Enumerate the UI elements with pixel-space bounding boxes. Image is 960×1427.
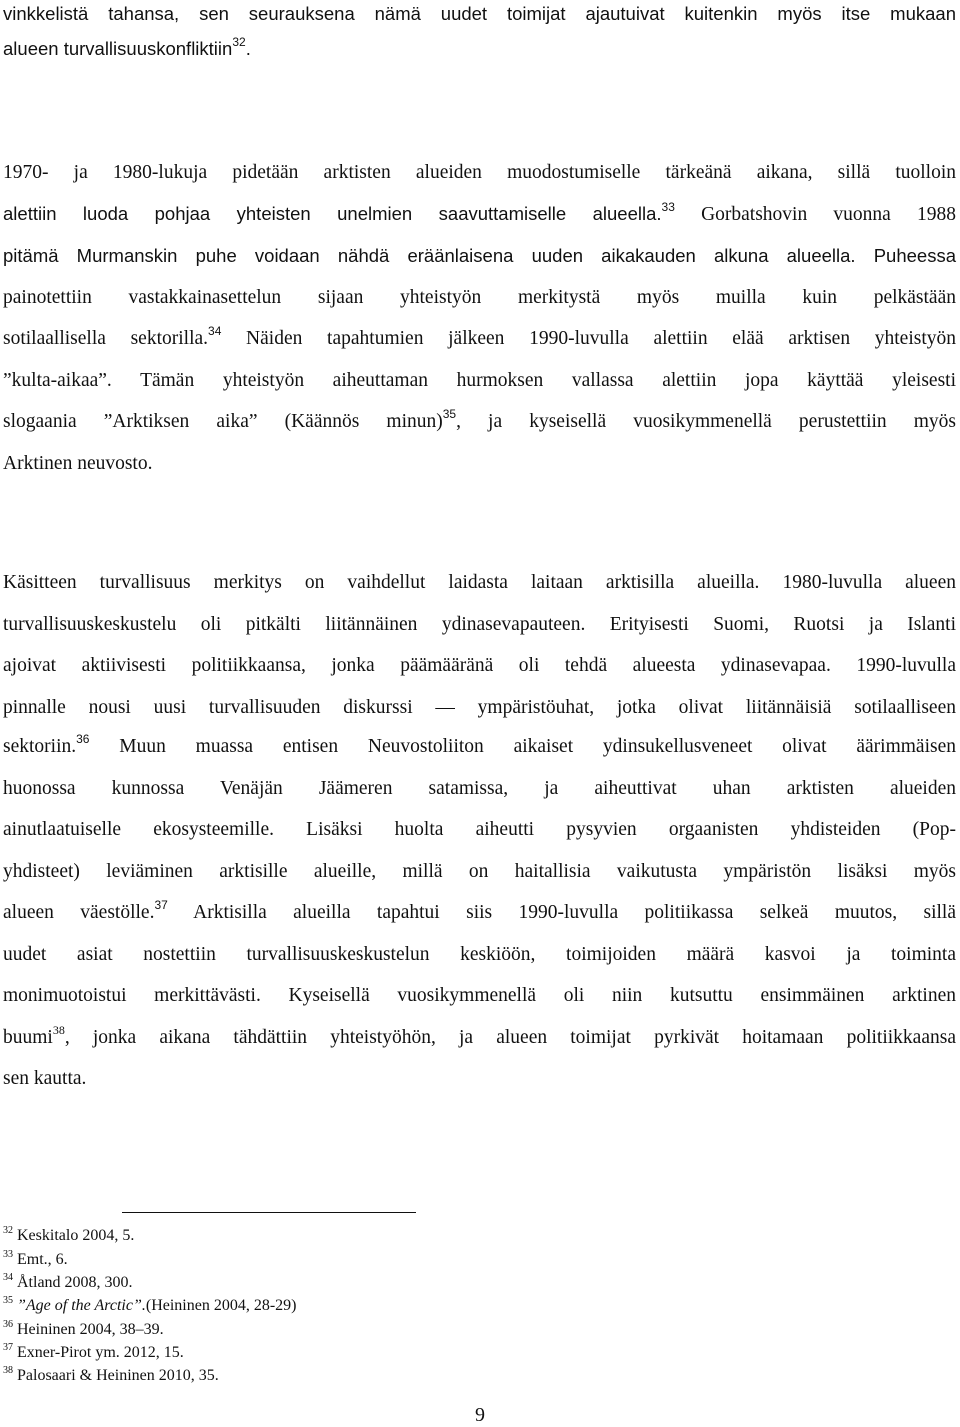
p3-line-11: monimuotoistui merkittävästi. Kyseisellä vuosikymmenellä oli niin kutsuttu ensimmäinen arktinen	[3, 985, 956, 1006]
page-number: 9	[475, 1404, 485, 1426]
text-run: , ja kyseisellä vuosikymmenellä perustettiin myös	[456, 411, 956, 432]
footnote-ref-37[interactable]: 37	[154, 897, 168, 912]
p2-line-1: 1970- ja 1980-lukuja pidetään arktisten alueiden muodostumiselle tärkeänä aikana, sillä tuolloin	[3, 162, 956, 183]
footnote-ref-32[interactable]: 32	[232, 34, 246, 49]
text-run: alueen väestölle.	[3, 902, 155, 923]
p3-line-7: ainutlaatuiselle ekosysteemille. Lisäksi huolta aiheutti pysyvien orgaanisten yhdisteiden (Pop-	[3, 819, 956, 840]
p3-line-9	[3, 897, 956, 925]
p2-line-8: Arktinen neuvosto.	[3, 453, 153, 474]
footnote-number: 38	[3, 1364, 13, 1376]
p2-line-4: painotettiin vastakkainasettelun sijaan yhteistyön merkitystä myös muilla kuin pelkästään	[3, 287, 956, 308]
footnote-text: (Heininen 2004, 28-29)	[145, 1297, 297, 1314]
text-run: Muun muassa entisen Neuvostoliiton aikaiset ydinsukellusveneet olivat äärimmäisen	[89, 736, 956, 757]
footnote-separator	[122, 1212, 416, 1213]
footnote-number: 34	[3, 1271, 13, 1283]
text-run: buumi	[3, 1027, 53, 1048]
footnote-text: Keskitalo 2004, 5.	[17, 1227, 135, 1244]
p1-line-2	[3, 34, 956, 61]
p3-line-6: huonossa kunnossa Venäjän Jäämeren satamissa, ja aiheuttivat uhan arktisten alueiden	[3, 778, 956, 799]
text-run: slogaania ”Arktiksen aika” (Käännös minun)	[3, 411, 443, 432]
footnote-number: 37	[3, 1341, 13, 1353]
footnote-text: Åtland 2008, 300.	[17, 1274, 133, 1291]
footnote-number: 36	[3, 1318, 13, 1330]
footnote-ref-33[interactable]: 33	[661, 199, 675, 214]
p3-line-10: uudet asiat nostettiin turvallisuuskeskustelun keskiöön, toimijoiden määrä kasvoi ja toiminta	[3, 944, 956, 965]
p2-line-6: ”kulta-aikaa”. Tämän yhteistyön aiheuttaman hurmoksen vallassa alettiin jopa käyttää yleisesti	[3, 370, 956, 391]
p3-line-12	[3, 1022, 956, 1050]
footnote-36	[3, 1320, 164, 1340]
footnote-33	[3, 1250, 68, 1270]
p2-line-2	[3, 199, 956, 227]
footnote-32	[3, 1226, 134, 1246]
footnote-number: 35	[3, 1294, 13, 1306]
text-run: alueen turvallisuuskonfliktiin	[3, 38, 233, 59]
text-run: sotilaallisella sektorilla.	[3, 328, 209, 349]
p2-line-7	[3, 406, 956, 434]
text-run: , jonka aikana tähdättiin yhteistyöhön, ja alueen toimijat pyrkivät hoitamaan politiikkaansa	[64, 1027, 956, 1048]
p3-line-8: yhdisteet) leviäminen arktisille alueille, millä on haitallisia vaikutusta ympäristön lisäksi myös	[3, 861, 956, 882]
text-run: sektoriin.	[3, 736, 77, 757]
footnote-italic-title: ”Age of the Arctic”.	[17, 1297, 146, 1314]
footnote-37	[3, 1343, 184, 1363]
p2-line-3: pitämä Murmanskin puhe voidaan nähdä eräänlaisena uuden aikakauden alkuna alueella. Puheessa	[3, 245, 956, 266]
footnote-number: 33	[3, 1248, 13, 1260]
p3-line-3: ajoivat aktiivisesti politiikkaansa, jonka päämääränä oli tehdä alueesta ydinasevapaa. 1990-luvulla	[3, 655, 956, 676]
text-run: Gorbatshovin vuonna 1988	[674, 204, 956, 225]
p3-line-13: sen kautta.	[3, 1068, 87, 1089]
footnote-text: Heininen 2004, 38–39.	[17, 1321, 164, 1338]
footnote-38	[3, 1366, 219, 1386]
footnote-35	[3, 1296, 297, 1316]
footnote-ref-38[interactable]: 38	[52, 1022, 65, 1037]
footnote-number: 32	[3, 1224, 13, 1236]
footnote-ref-34[interactable]: 34	[208, 323, 222, 338]
footnote-text: Exner-Pirot ym. 2012, 15.	[17, 1344, 184, 1361]
text-run: alettiin luoda pohjaa yhteisten unelmien saavuttamiselle alueella.	[3, 203, 662, 224]
p2-line-5	[3, 323, 957, 351]
text-run: Näiden tapahtumien jälkeen 1990-luvulla alettiin elää arktisen yhteistyön	[221, 328, 957, 349]
p3-line-1: Käsitteen turvallisuus merkitys on vaihdellut laidasta laitaan arktisilla alueilla. 1980-luvulla alueen	[3, 572, 956, 593]
footnote-ref-36[interactable]: 36	[76, 731, 90, 746]
footnote-ref-35[interactable]: 35	[442, 406, 457, 421]
footnote-34	[3, 1273, 133, 1293]
p3-line-5	[3, 731, 956, 759]
footnote-text: Palosaari & Heininen 2010, 35.	[17, 1367, 219, 1384]
p1-line-1: vinkkelistä tahansa, sen seurauksena nämä uudet toimijat ajautuivat kuitenkin myös itse mukaan	[3, 3, 956, 24]
text-run: Arktisilla alueilla tapahtui siis 1990-luvulla politiikassa selkeä muutos, sillä	[167, 902, 956, 923]
p3-line-2: turvallisuuskeskustelu oli pitkälti liitännäinen ydinasevapauteen. Erityisesti Suomi, Ruotsi ja Islanti	[3, 614, 956, 635]
text-run: .	[245, 38, 251, 59]
p3-line-4: pinnalle nousi uusi turvallisuuden diskurssi — ympäristöuhat, jotka olivat liitännäisiä sotilaalliseen	[3, 697, 956, 718]
footnote-text: Emt., 6.	[17, 1251, 68, 1268]
